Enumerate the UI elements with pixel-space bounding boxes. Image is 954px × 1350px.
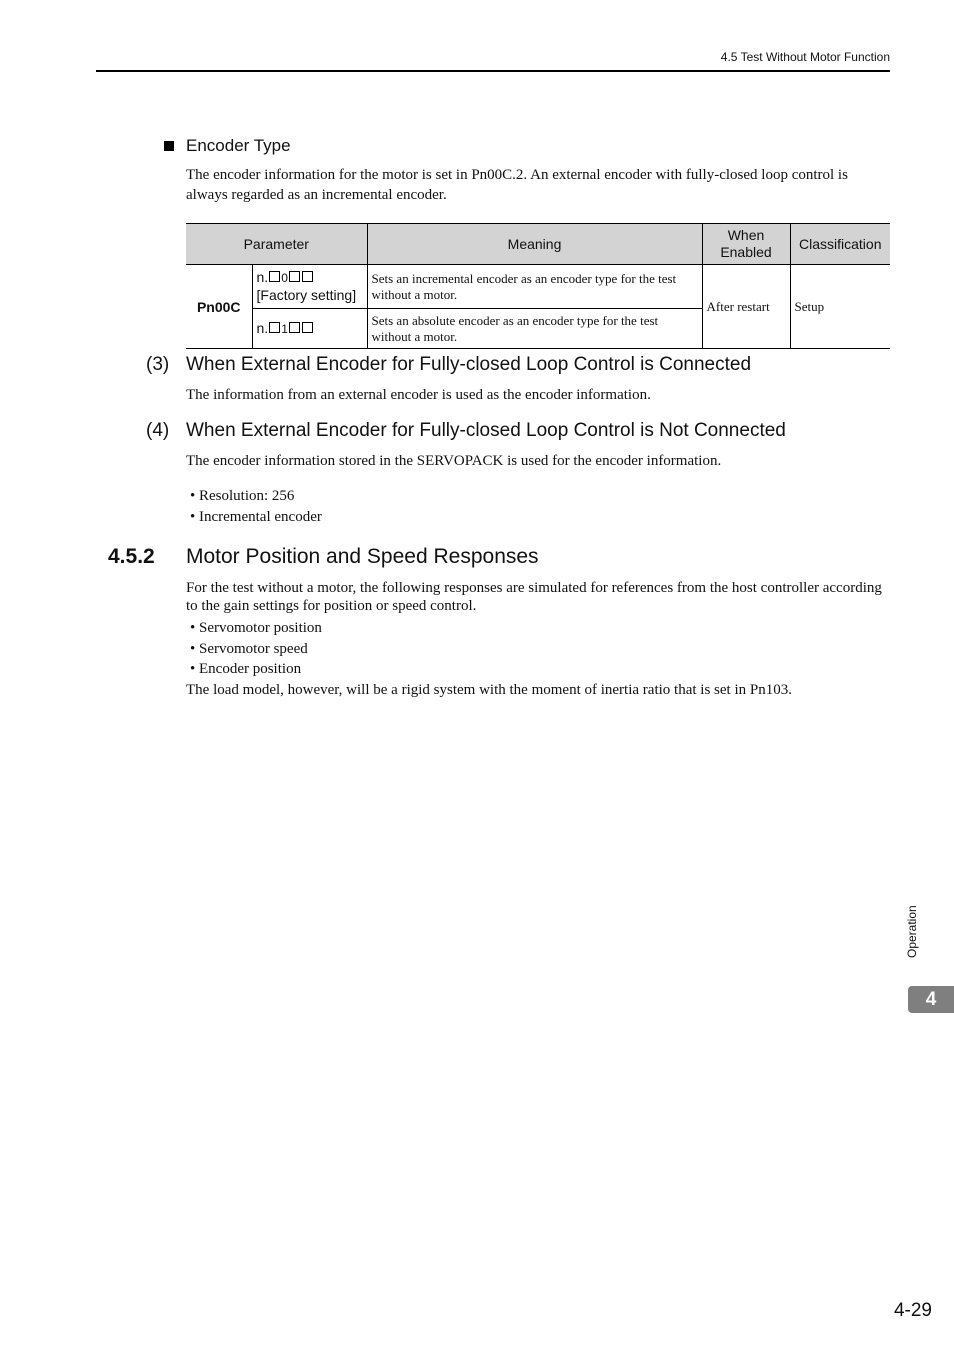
list-item: • Resolution: 256	[190, 488, 295, 504]
section-title: When External Encoder for Fully-closed Loop Control is Connected	[186, 354, 752, 375]
running-header: 4.5 Test Without Motor Function	[720, 50, 890, 64]
code-prefix: n.	[256, 269, 269, 285]
header-classification: Classification	[790, 224, 890, 265]
header-when-enabled: When Enabled	[702, 224, 790, 265]
list-item: • Servomotor speed	[190, 641, 308, 657]
list-item: • Incremental encoder	[190, 509, 322, 525]
encoder-type-heading	[164, 136, 291, 156]
when-enabled-cell: After restart	[702, 265, 790, 349]
placeholder-box-icon	[302, 322, 313, 333]
code-digit: 1	[281, 321, 288, 336]
section-3-body: The information from an external encoder is used as the encoder information.	[186, 387, 651, 403]
page-number: 4-29	[893, 1300, 932, 1321]
encoder-type-title: Encoder Type	[186, 136, 291, 155]
list-item: • Servomotor position	[190, 620, 322, 636]
parameter-code-cell	[252, 265, 367, 309]
list-item: • Encoder position	[190, 661, 302, 677]
header-meaning: Meaning	[367, 224, 702, 265]
placeholder-box-icon	[302, 271, 313, 282]
parameter-number: Pn00C	[186, 265, 252, 349]
section-number: (3)	[146, 354, 170, 375]
meaning-cell: Sets an incremental encoder as an encoder type for the test without a motor.	[367, 265, 702, 309]
code-prefix: n.	[256, 319, 269, 336]
classification-cell: Setup	[790, 265, 890, 349]
encoder-type-intro: The encoder information for the motor is set in Pn00C.2. An external encoder with fully-closed loop control is always regarded as an incremental encoder.	[186, 167, 848, 203]
placeholder-box-icon	[289, 271, 300, 282]
factory-setting-note: [Factory setting]	[256, 287, 357, 303]
section-3-heading	[146, 354, 751, 376]
section-4-heading	[146, 420, 786, 442]
meaning-cell: Sets an absolute encoder as an encoder type for the test without a motor.	[367, 309, 702, 349]
parameter-code-cell	[252, 309, 367, 349]
placeholder-box-icon	[269, 322, 280, 333]
section-title: Motor Position and Speed Responses	[186, 545, 539, 568]
section-number: (4)	[146, 420, 170, 441]
parameter-table	[186, 223, 890, 349]
chapter-tab: 4	[908, 986, 954, 1013]
section-number: 4.5.2	[108, 545, 155, 568]
section-4-5-2-closing: The load model, however, will be a rigid system with the moment of inertia ratio that is set in Pn103.	[186, 682, 792, 698]
header-parameter: Parameter	[186, 224, 367, 265]
placeholder-box-icon	[289, 322, 300, 333]
section-4-5-2-intro: For the test without a motor, the following responses are simulated for references from the host controller according to the gain settings for position or speed control.	[186, 580, 882, 614]
code-digit: 0	[281, 271, 288, 285]
square-bullet-icon	[164, 141, 174, 151]
header-rule	[96, 70, 890, 72]
chapter-side-label: Operation	[905, 905, 919, 958]
section-4-body: The encoder information stored in the SERVOPACK is used for the encoder information.	[186, 453, 722, 469]
placeholder-box-icon	[269, 271, 280, 282]
section-title: When External Encoder for Fully-closed Loop Control is Not Connected	[186, 420, 786, 441]
section-4-5-2-heading	[108, 545, 539, 569]
